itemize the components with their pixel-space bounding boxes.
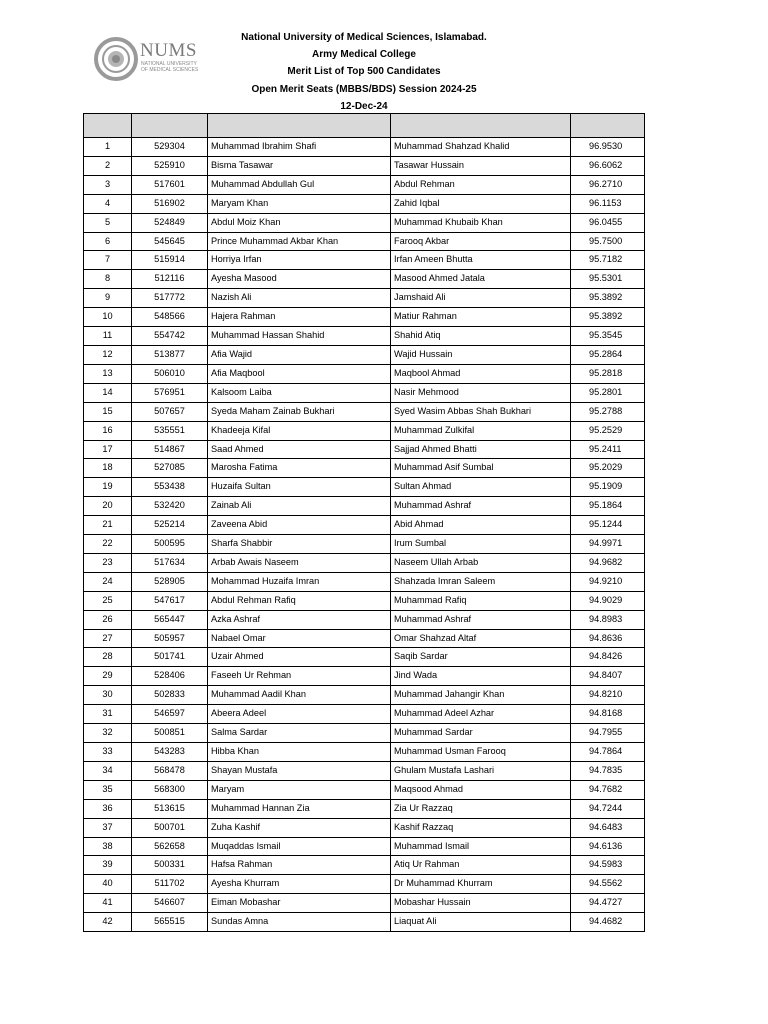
cell-roll-number: 516902 xyxy=(132,194,208,213)
cell-candidate-name: Mohammad Huzaifa Imran xyxy=(208,572,391,591)
cell-father-name: Irum Sumbal xyxy=(391,535,571,554)
cell-father-name: Muhammad Ashraf xyxy=(391,610,571,629)
table-row xyxy=(84,913,645,932)
cell-father-name: Abdul Rehman xyxy=(391,175,571,194)
cell-roll-number: 525214 xyxy=(132,516,208,535)
cell-roll-number: 565515 xyxy=(132,913,208,932)
cell-aggregate: 95.1244 xyxy=(571,516,645,535)
cell-aggregate: 95.3892 xyxy=(571,289,645,308)
cell-aggregate: 95.2788 xyxy=(571,402,645,421)
cell-roll-number: 517772 xyxy=(132,289,208,308)
cell-aggregate: 96.2710 xyxy=(571,175,645,194)
cell-candidate-name: Ayesha Masood xyxy=(208,270,391,289)
cell-roll-number: 513615 xyxy=(132,799,208,818)
cell-aggregate: 95.2529 xyxy=(571,421,645,440)
cell-aggregate: 94.8168 xyxy=(571,705,645,724)
cell-roll-number: 527085 xyxy=(132,459,208,478)
cell-aggregate: 95.1864 xyxy=(571,497,645,516)
cell-father-name: Muhammad Usman Farooq xyxy=(391,743,571,762)
cell-roll-number: 546597 xyxy=(132,705,208,724)
cell-roll-number: 505957 xyxy=(132,629,208,648)
table-header-row xyxy=(84,114,645,138)
cell-father-name: Liaquat Ali xyxy=(391,913,571,932)
table-row xyxy=(84,194,645,213)
cell-father-name: Shahzada Imran Saleem xyxy=(391,572,571,591)
cell-aggregate: 94.8983 xyxy=(571,610,645,629)
table-body xyxy=(84,138,645,932)
cell-candidate-name: Muhammad Aadil Khan xyxy=(208,686,391,705)
cell-roll-number: 554742 xyxy=(132,327,208,346)
cell-roll-number: 500851 xyxy=(132,724,208,743)
cell-candidate-name: Muhammad Hassan Shahid xyxy=(208,327,391,346)
cell-serial: 18 xyxy=(84,459,132,478)
cell-candidate-name: Sharfa Shabbir xyxy=(208,535,391,554)
table-row xyxy=(84,799,645,818)
cell-roll-number: 535551 xyxy=(132,421,208,440)
cell-aggregate: 94.7244 xyxy=(571,799,645,818)
table-row xyxy=(84,289,645,308)
cell-serial: 13 xyxy=(84,364,132,383)
cell-aggregate: 95.3545 xyxy=(571,327,645,346)
cell-father-name: Tasawar Hussain xyxy=(391,156,571,175)
cell-aggregate: 94.7864 xyxy=(571,743,645,762)
cell-candidate-name: Zaveena Abid xyxy=(208,516,391,535)
cell-aggregate: 95.2029 xyxy=(571,459,645,478)
cell-roll-number: 528406 xyxy=(132,667,208,686)
cell-serial: 4 xyxy=(84,194,132,213)
header-list-title: Merit List of Top 500 Candidates xyxy=(287,66,441,78)
cell-roll-number: 545645 xyxy=(132,232,208,251)
cell-aggregate: 94.8210 xyxy=(571,686,645,705)
cell-roll-number: 512116 xyxy=(132,270,208,289)
cell-aggregate: 96.0455 xyxy=(571,213,645,232)
cell-roll-number: 515914 xyxy=(132,251,208,270)
cell-roll-number: 500331 xyxy=(132,856,208,875)
cell-roll-number: 562658 xyxy=(132,837,208,856)
cell-candidate-name: Abdul Rehman Rafiq xyxy=(208,591,391,610)
cell-roll-number: 500595 xyxy=(132,535,208,554)
table-row xyxy=(84,232,645,251)
table-row xyxy=(84,364,645,383)
cell-candidate-name: Abdul Moiz Khan xyxy=(208,213,391,232)
cell-father-name: Dr Muhammad Khurram xyxy=(391,875,571,894)
cell-father-name: Muhammad Khubaib Khan xyxy=(391,213,571,232)
cell-father-name: Omar Shahzad Altaf xyxy=(391,629,571,648)
table-row xyxy=(84,591,645,610)
cell-candidate-name: Shayan Mustafa xyxy=(208,761,391,780)
table-row xyxy=(84,175,645,194)
cell-candidate-name: Muhammad Abdullah Gul xyxy=(208,175,391,194)
cell-father-name: Maqbool Ahmad xyxy=(391,364,571,383)
cell-father-name: Zia Ur Razzaq xyxy=(391,799,571,818)
cell-serial: 10 xyxy=(84,308,132,327)
table-row xyxy=(84,308,645,327)
cell-aggregate: 94.5562 xyxy=(571,875,645,894)
cell-serial: 17 xyxy=(84,440,132,459)
cell-aggregate: 95.7182 xyxy=(571,251,645,270)
cell-serial: 28 xyxy=(84,648,132,667)
cell-serial: 2 xyxy=(84,156,132,175)
table-row xyxy=(84,894,645,913)
cell-father-name: Ghulam Mustafa Lashari xyxy=(391,761,571,780)
cell-serial: 9 xyxy=(84,289,132,308)
cell-roll-number: 517601 xyxy=(132,175,208,194)
logo-subtitle: NATIONAL UNIVERSITY OF MEDICAL SCIENCES xyxy=(141,61,199,73)
cell-aggregate: 94.4682 xyxy=(571,913,645,932)
cell-aggregate: 94.9682 xyxy=(571,553,645,572)
cell-roll-number: 524849 xyxy=(132,213,208,232)
table-row xyxy=(84,251,645,270)
column-header-serial xyxy=(84,114,132,138)
cell-roll-number: 507657 xyxy=(132,402,208,421)
table-row xyxy=(84,818,645,837)
cell-father-name: Sajjad Ahmed Bhatti xyxy=(391,440,571,459)
cell-father-name: Maqsood Ahmad xyxy=(391,780,571,799)
cell-father-name: Muhammad Zulkifal xyxy=(391,421,571,440)
cell-serial: 19 xyxy=(84,478,132,497)
cell-candidate-name: Bisma Tasawar xyxy=(208,156,391,175)
cell-serial: 8 xyxy=(84,270,132,289)
cell-roll-number: 517634 xyxy=(132,553,208,572)
table-row xyxy=(84,156,645,175)
cell-serial: 26 xyxy=(84,610,132,629)
column-header-roll xyxy=(132,114,208,138)
cell-father-name: Irfan Ameen Bhutta xyxy=(391,251,571,270)
cell-father-name: Muhammad Adeel Azhar xyxy=(391,705,571,724)
cell-serial: 15 xyxy=(84,402,132,421)
table-row xyxy=(84,270,645,289)
cell-father-name: Masood Ahmed Jatala xyxy=(391,270,571,289)
table-row xyxy=(84,837,645,856)
table-row xyxy=(84,535,645,554)
table-row xyxy=(84,478,645,497)
table-row xyxy=(84,572,645,591)
cell-roll-number: 528905 xyxy=(132,572,208,591)
header-university: National University of Medical Sciences, Islamabad. xyxy=(241,32,487,43)
cell-father-name: Shahid Atiq xyxy=(391,327,571,346)
cell-aggregate: 95.7500 xyxy=(571,232,645,251)
header-college: Army Medical College xyxy=(312,49,416,61)
cell-candidate-name: Syeda Maham Zainab Bukhari xyxy=(208,402,391,421)
cell-father-name: Atiq Ur Rahman xyxy=(391,856,571,875)
cell-candidate-name: Nabael Omar xyxy=(208,629,391,648)
cell-roll-number: 568300 xyxy=(132,780,208,799)
cell-roll-number: 506010 xyxy=(132,364,208,383)
cell-aggregate: 96.9530 xyxy=(571,138,645,157)
cell-serial: 7 xyxy=(84,251,132,270)
table-row xyxy=(84,686,645,705)
table-row xyxy=(84,743,645,762)
cell-father-name: Saqib Sardar xyxy=(391,648,571,667)
cell-aggregate: 94.6136 xyxy=(571,837,645,856)
table-row xyxy=(84,213,645,232)
cell-candidate-name: Zuha Kashif xyxy=(208,818,391,837)
cell-father-name: Farooq Akbar xyxy=(391,232,571,251)
cell-candidate-name: Kalsoom Laiba xyxy=(208,383,391,402)
table-row xyxy=(84,780,645,799)
table-row xyxy=(84,383,645,402)
cell-candidate-name: Nazish Ali xyxy=(208,289,391,308)
cell-serial: 11 xyxy=(84,327,132,346)
cell-roll-number: 547617 xyxy=(132,591,208,610)
document-header xyxy=(0,29,728,115)
cell-roll-number: 511702 xyxy=(132,875,208,894)
cell-candidate-name: Zainab Ali xyxy=(208,497,391,516)
cell-serial: 35 xyxy=(84,780,132,799)
cell-candidate-name: Arbab Awais Naseem xyxy=(208,553,391,572)
cell-roll-number: 502833 xyxy=(132,686,208,705)
merit-list-table xyxy=(83,113,645,932)
cell-aggregate: 94.6483 xyxy=(571,818,645,837)
cell-aggregate: 96.1153 xyxy=(571,194,645,213)
cell-serial: 29 xyxy=(84,667,132,686)
cell-aggregate: 95.3892 xyxy=(571,308,645,327)
table-row xyxy=(84,667,645,686)
cell-serial: 39 xyxy=(84,856,132,875)
cell-roll-number: 568478 xyxy=(132,761,208,780)
cell-serial: 6 xyxy=(84,232,132,251)
table-row xyxy=(84,761,645,780)
cell-serial: 3 xyxy=(84,175,132,194)
cell-serial: 34 xyxy=(84,761,132,780)
table-row xyxy=(84,345,645,364)
cell-serial: 42 xyxy=(84,913,132,932)
cell-roll-number: 576951 xyxy=(132,383,208,402)
table-row xyxy=(84,705,645,724)
cell-candidate-name: Afia Wajid xyxy=(208,345,391,364)
cell-serial: 41 xyxy=(84,894,132,913)
cell-father-name: Kashif Razzaq xyxy=(391,818,571,837)
cell-roll-number: 500701 xyxy=(132,818,208,837)
cell-candidate-name: Huzaifa Sultan xyxy=(208,478,391,497)
cell-father-name: Muhammad Sardar xyxy=(391,724,571,743)
table-row xyxy=(84,875,645,894)
cell-father-name: Naseem Ullah Arbab xyxy=(391,553,571,572)
cell-serial: 23 xyxy=(84,553,132,572)
column-header-father-name xyxy=(391,114,571,138)
cell-aggregate: 94.9971 xyxy=(571,535,645,554)
table-row xyxy=(84,327,645,346)
cell-aggregate: 94.8426 xyxy=(571,648,645,667)
cell-roll-number: 532420 xyxy=(132,497,208,516)
cell-candidate-name: Maryam Khan xyxy=(208,194,391,213)
cell-father-name: Wajid Hussain xyxy=(391,345,571,364)
cell-roll-number: 543283 xyxy=(132,743,208,762)
cell-candidate-name: Khadeeja Kifal xyxy=(208,421,391,440)
table-row xyxy=(84,516,645,535)
cell-serial: 30 xyxy=(84,686,132,705)
cell-candidate-name: Prince Muhammad Akbar Khan xyxy=(208,232,391,251)
cell-serial: 20 xyxy=(84,497,132,516)
cell-father-name: Muhammad Shahzad Khalid xyxy=(391,138,571,157)
cell-aggregate: 95.2801 xyxy=(571,383,645,402)
cell-candidate-name: Sundas Amna xyxy=(208,913,391,932)
table-row xyxy=(84,138,645,157)
cell-aggregate: 95.2818 xyxy=(571,364,645,383)
cell-serial: 1 xyxy=(84,138,132,157)
cell-candidate-name: Muqaddas Ismail xyxy=(208,837,391,856)
cell-serial: 24 xyxy=(84,572,132,591)
cell-candidate-name: Uzair Ahmed xyxy=(208,648,391,667)
cell-candidate-name: Marosha Fatima xyxy=(208,459,391,478)
cell-candidate-name: Ayesha Khurram xyxy=(208,875,391,894)
column-header-name xyxy=(208,114,391,138)
cell-serial: 22 xyxy=(84,535,132,554)
cell-father-name: Muhammad Jahangir Khan xyxy=(391,686,571,705)
cell-aggregate: 94.5983 xyxy=(571,856,645,875)
column-header-aggregate xyxy=(571,114,645,138)
cell-candidate-name: Afia Maqbool xyxy=(208,364,391,383)
table-row xyxy=(84,402,645,421)
cell-candidate-name: Hajera Rahman xyxy=(208,308,391,327)
cell-serial: 5 xyxy=(84,213,132,232)
cell-serial: 12 xyxy=(84,345,132,364)
cell-aggregate: 95.2864 xyxy=(571,345,645,364)
cell-candidate-name: Muhammad Hannan Zia xyxy=(208,799,391,818)
table-row xyxy=(84,497,645,516)
cell-aggregate: 96.6062 xyxy=(571,156,645,175)
cell-roll-number: 553438 xyxy=(132,478,208,497)
cell-serial: 25 xyxy=(84,591,132,610)
table-row xyxy=(84,610,645,629)
cell-roll-number: 546607 xyxy=(132,894,208,913)
cell-father-name: Muhammad Ashraf xyxy=(391,497,571,516)
cell-father-name: Nasir Mehmood xyxy=(391,383,571,402)
cell-candidate-name: Maryam xyxy=(208,780,391,799)
cell-aggregate: 95.2411 xyxy=(571,440,645,459)
cell-aggregate: 94.4727 xyxy=(571,894,645,913)
cell-serial: 36 xyxy=(84,799,132,818)
table-row xyxy=(84,856,645,875)
cell-father-name: Abid Ahmad xyxy=(391,516,571,535)
cell-candidate-name: Saad Ahmed xyxy=(208,440,391,459)
cell-aggregate: 94.9029 xyxy=(571,591,645,610)
cell-father-name: Jind Wada xyxy=(391,667,571,686)
cell-father-name: Zahid Iqbal xyxy=(391,194,571,213)
table-row xyxy=(84,553,645,572)
cell-father-name: Muhammad Asif Sumbal xyxy=(391,459,571,478)
cell-father-name: Matiur Rahman xyxy=(391,308,571,327)
header-date: 12-Dec-24 xyxy=(340,100,388,112)
cell-aggregate: 94.8407 xyxy=(571,667,645,686)
cell-serial: 14 xyxy=(84,383,132,402)
logo-wordmark: NUMS xyxy=(140,40,197,61)
cell-aggregate: 95.5301 xyxy=(571,270,645,289)
cell-father-name: Sultan Ahmad xyxy=(391,478,571,497)
cell-serial: 21 xyxy=(84,516,132,535)
cell-candidate-name: Faseeh Ur Rehman xyxy=(208,667,391,686)
cell-roll-number: 513877 xyxy=(132,345,208,364)
cell-candidate-name: Hibba Khan xyxy=(208,743,391,762)
table-row xyxy=(84,724,645,743)
header-session: Open Merit Seats (MBBS/BDS) Session 2024-25 xyxy=(251,83,477,95)
cell-father-name: Jamshaid Ali xyxy=(391,289,571,308)
cell-serial: 40 xyxy=(84,875,132,894)
cell-candidate-name: Abeera Adeel xyxy=(208,705,391,724)
cell-father-name: Muhammad Ismail xyxy=(391,837,571,856)
cell-serial: 16 xyxy=(84,421,132,440)
cell-serial: 37 xyxy=(84,818,132,837)
cell-father-name: Mobashar Hussain xyxy=(391,894,571,913)
cell-roll-number: 548566 xyxy=(132,308,208,327)
cell-aggregate: 95.1909 xyxy=(571,478,645,497)
cell-serial: 32 xyxy=(84,724,132,743)
cell-roll-number: 514867 xyxy=(132,440,208,459)
cell-aggregate: 94.9210 xyxy=(571,572,645,591)
cell-aggregate: 94.7682 xyxy=(571,780,645,799)
cell-candidate-name: Horriya Irfan xyxy=(208,251,391,270)
cell-candidate-name: Muhammad Ibrahim Shafi xyxy=(208,138,391,157)
cell-roll-number: 525910 xyxy=(132,156,208,175)
cell-father-name: Muhammad Rafiq xyxy=(391,591,571,610)
table-row xyxy=(84,440,645,459)
cell-roll-number: 501741 xyxy=(132,648,208,667)
cell-roll-number: 565447 xyxy=(132,610,208,629)
cell-roll-number: 529304 xyxy=(132,138,208,157)
cell-serial: 38 xyxy=(84,837,132,856)
cell-serial: 33 xyxy=(84,743,132,762)
cell-serial: 31 xyxy=(84,705,132,724)
table-row xyxy=(84,459,645,478)
cell-candidate-name: Salma Sardar xyxy=(208,724,391,743)
cell-aggregate: 94.7835 xyxy=(571,761,645,780)
cell-aggregate: 94.8636 xyxy=(571,629,645,648)
table-row xyxy=(84,421,645,440)
table-row xyxy=(84,629,645,648)
cell-father-name: Syed Wasim Abbas Shah Bukhari xyxy=(391,402,571,421)
cell-candidate-name: Hafsa Rahman xyxy=(208,856,391,875)
cell-candidate-name: Azka Ashraf xyxy=(208,610,391,629)
cell-serial: 27 xyxy=(84,629,132,648)
cell-aggregate: 94.7955 xyxy=(571,724,645,743)
table-row xyxy=(84,648,645,667)
cell-candidate-name: Eiman Mobashar xyxy=(208,894,391,913)
